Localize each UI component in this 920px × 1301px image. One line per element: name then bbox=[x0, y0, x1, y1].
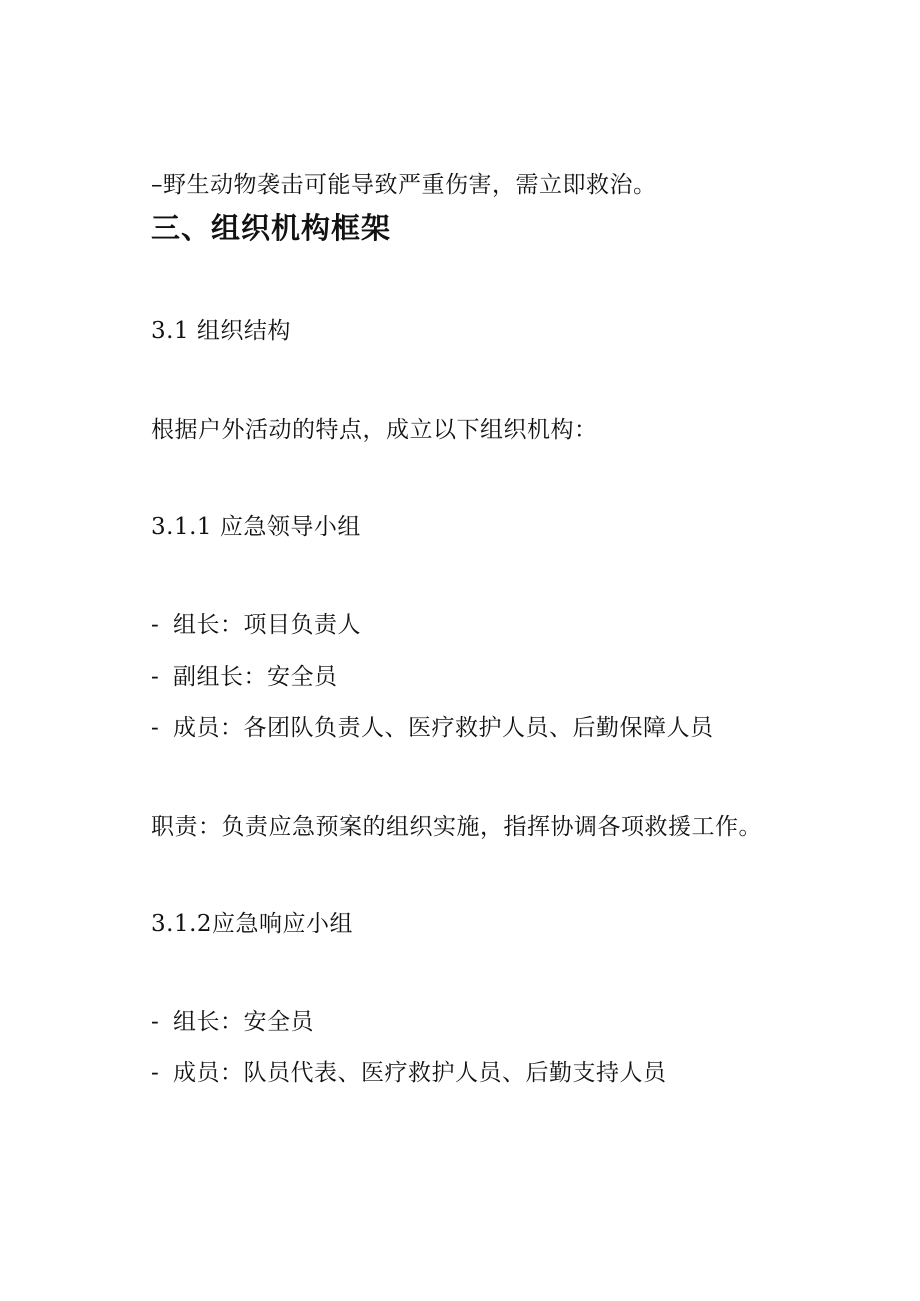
list-item bbox=[151, 1007, 314, 1037]
list-dash: - bbox=[151, 1060, 160, 1086]
list-item bbox=[151, 662, 338, 692]
list-item-text: 组长：项目负责人 bbox=[173, 612, 361, 638]
list-item-text: 组长：安全员 bbox=[173, 1009, 314, 1035]
list-dash: - bbox=[151, 612, 160, 638]
list-item-text: 成员：队员代表、医疗救护人员、后勤支持人员 bbox=[173, 1060, 667, 1086]
list-item bbox=[151, 610, 361, 640]
leadership-duty: 职责：负责应急预案的组织实施，指挥协调各项救援工作。 bbox=[151, 814, 762, 840]
leadership-group-title: 3.1.1 应急领导小组 bbox=[151, 514, 361, 540]
subsection-title: 3.1 组织结构 bbox=[151, 318, 291, 344]
list-item-text: 副组长：安全员 bbox=[173, 664, 338, 690]
response-group-title: 3.1.2应急响应小组 bbox=[151, 911, 354, 937]
list-dash: - bbox=[151, 664, 160, 690]
intro-line: –野生动物袭击可能导致严重伤害，需立即救治。 bbox=[151, 172, 657, 198]
intro-paragraph: 根据户外活动的特点，成立以下组织机构： bbox=[151, 417, 598, 443]
list-item bbox=[151, 713, 714, 743]
list-item-text: 成员：各团队负责人、医疗救护人员、后勤保障人员 bbox=[173, 715, 714, 741]
list-dash: - bbox=[151, 715, 160, 741]
list-dash: - bbox=[151, 1009, 160, 1035]
section-title: 三、组织机构框架 bbox=[151, 211, 392, 245]
list-item bbox=[151, 1058, 667, 1088]
